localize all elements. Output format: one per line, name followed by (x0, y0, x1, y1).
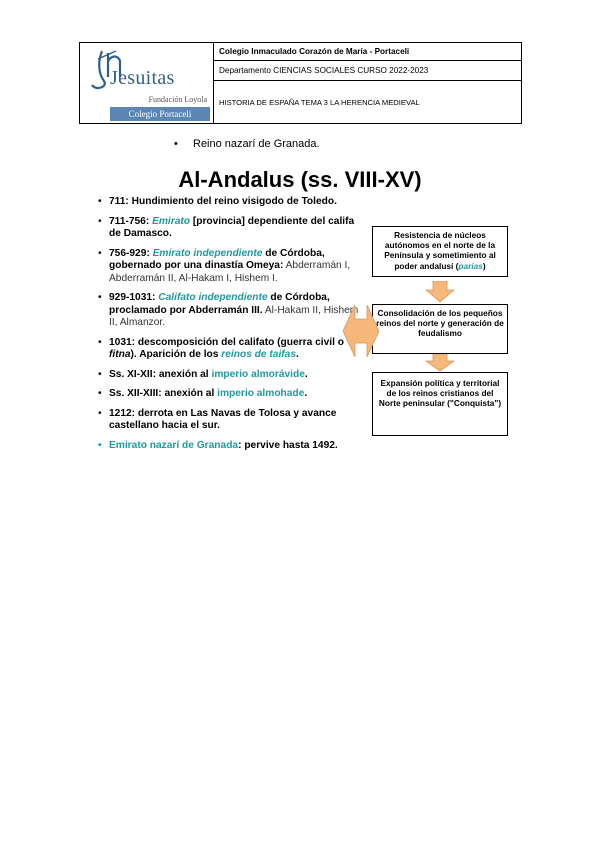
list-item: • 929-1031: Califato independiente de Córdoba, proclamado por Abderramán III. Al-Hakam II, Hishem II, Almanzor. (98, 292, 360, 330)
down-arrow-icon (425, 281, 455, 303)
list-item: • 1031: descomposición del califato (guerra civil o fitna). Aparición de los reinos de taifas. (98, 337, 360, 362)
logo-subtitle: Fundación Loyola (148, 95, 207, 104)
list-item: • 711: Hundimiento del reino visigodo de Toledo. (98, 196, 360, 209)
list-item: • 1212: derrota en Las Navas de Tolosa y avance castellano hacia el sur. (98, 408, 360, 433)
down-arrow-icon (425, 354, 455, 372)
school-logo (80, 43, 214, 123)
logo-band: Colegio Portaceli (110, 107, 210, 121)
header-department: Departamento CIENCIAS SOCIALES CURSO 2022-2023 (214, 61, 521, 81)
timeline-list (98, 196, 360, 459)
bullet-text: Reino nazarí de Granada. (193, 138, 320, 150)
document-header (79, 42, 522, 124)
logo-wordmark: Jesuitas (110, 67, 175, 89)
header-school: Colegio Inmaculado Corazón de María - Portaceli (214, 43, 521, 61)
double-arrow-icon (343, 303, 379, 359)
flow-box-consolidation: Consolidación de los pequeños reinos del norte y generación de feudalismo (372, 304, 508, 354)
header-subject: HISTORIA DE ESPAÑA TEMA 3 LA HERENCIA MEDIEVAL (219, 97, 420, 107)
list-item: • Emirato nazarí de Granada: pervive hasta 1492. (98, 440, 360, 453)
list-item: • Ss. XII-XIII: anexión al imperio almohade. (98, 388, 360, 401)
list-item: • 756-929: Emirato independiente de Córdoba, gobernado por una dinastía Omeya: Abderramán I, Abderramán II, Al-Hakam I, Hishem I. (98, 248, 360, 286)
slide-title: Al-Andalus (ss. VIII-XV) (178, 167, 422, 192)
flow-box-expansion: Expansión política y territorial de los reinos cristianos del Norte peninsular ("Conquista") (372, 372, 508, 436)
bullet-symbol: • (174, 138, 178, 150)
list-item: • 711-756: Emirato [provincia] dependiente del califa de Damasco. (98, 216, 360, 241)
list-item: • Ss. XI-XII: anexión al imperio almorávide. (98, 369, 360, 382)
flow-box-resistance: Resistencia de núcleos autónomos en el norte de la Península y sometimiento al poder andalusí (parias) (372, 226, 508, 277)
